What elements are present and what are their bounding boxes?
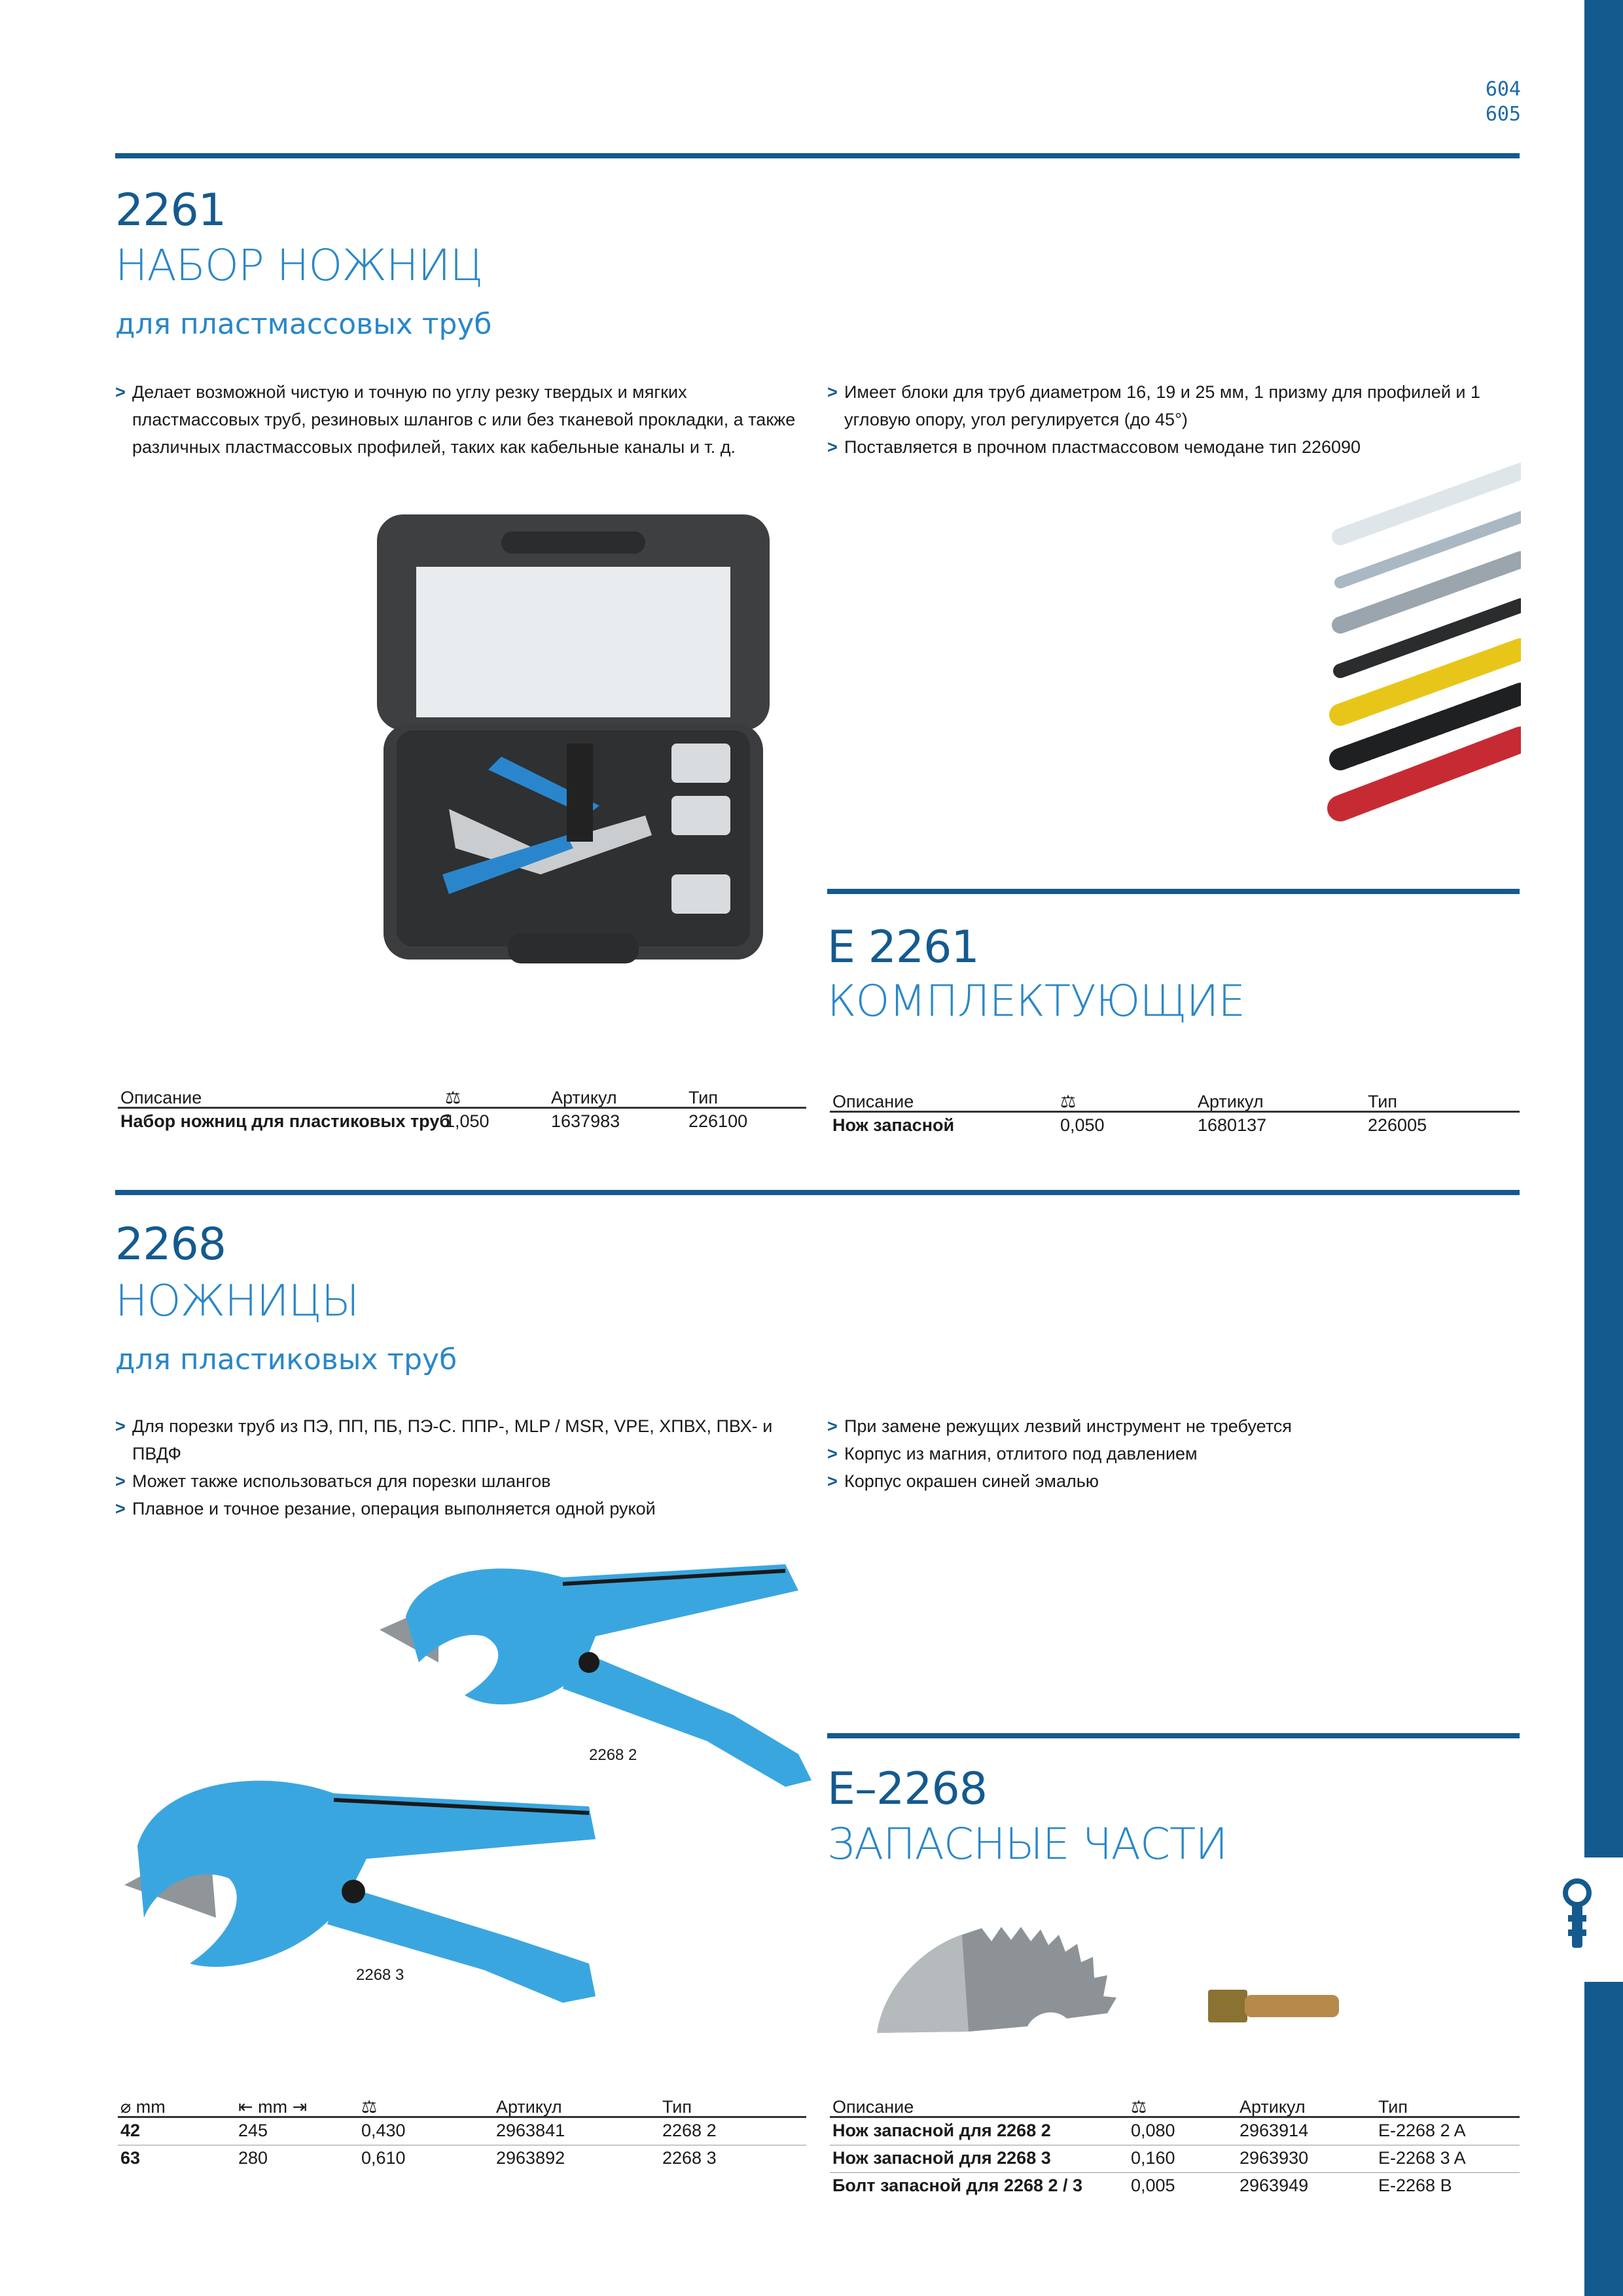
- cell-weight: 0,430: [361, 2121, 406, 2140]
- cell-article: 2963841: [496, 2121, 565, 2140]
- table-row: [118, 2118, 806, 2145]
- section-rule: [115, 1190, 1520, 1195]
- col-article: Артикул: [496, 2097, 562, 2117]
- section-rule: [115, 153, 1520, 158]
- section-2261-title: НАБОР НОЖНИЦ: [115, 240, 483, 291]
- spare-blade-image: [870, 1915, 1145, 2039]
- cell-description: Набор ножниц для пластиковых труб: [120, 1111, 451, 1131]
- section-2268-title: НОЖНИЦЫ: [115, 1276, 359, 1326]
- section-rule: [827, 889, 1520, 894]
- col-type: Тип: [1378, 2097, 1408, 2117]
- col-type: Тип: [688, 1088, 719, 1107]
- bullet-item: > Для порезки труб из ПЭ, ПП, ПБ, ПЭ-С. ППР-, MLP / MSR, VPE, ХПВХ, ПВХ- и ПВДФ: [115, 1412, 809, 1467]
- weight-icon: ⚖: [445, 1088, 461, 1107]
- cell-type: 226005: [1368, 1115, 1427, 1135]
- bullet-item: > Корпус окрашен синей эмалью: [827, 1467, 1521, 1495]
- bullet-item: > При замене режущих лезвий инструмент не требуется: [827, 1412, 1521, 1440]
- cell-description: Нож запасной для 2268 3: [832, 2148, 1051, 2168]
- col-description: Описание: [832, 2097, 914, 2117]
- col-article: Артикул: [1240, 2097, 1306, 2117]
- weight-icon: ⚖: [1060, 1092, 1077, 1111]
- cell-length: 280: [238, 2148, 268, 2168]
- length-icon: ⇤ mm ⇥: [238, 2097, 308, 2117]
- page-numbers: [1440, 77, 1521, 127]
- cell-article: 2963914: [1240, 2121, 1309, 2140]
- col-article: Артикул: [551, 1088, 617, 1107]
- bullet-item: > Корпус из магния, отлитого под давлением: [827, 1440, 1521, 1467]
- section-2268-bullets-left: [115, 1412, 809, 1522]
- bullet-item: > Может также использоваться для порезки шлангов: [115, 1467, 809, 1495]
- cell-weight: 0,050: [1060, 1115, 1105, 1135]
- col-diameter-unit: mm: [135, 2097, 166, 2117]
- page-number-right: 605: [1485, 103, 1521, 126]
- diameter-icon: ⌀ mm: [120, 2097, 166, 2117]
- bullet-item: > Имеет блоки для труб диаметром 16, 19 и 25 мм, 1 призму для профилей и 1 угловую опору, угол регулируется (до 45°): [827, 378, 1521, 433]
- table-2261: [118, 1085, 806, 1136]
- page-number-left: 604: [1485, 78, 1521, 101]
- col-description: Описание: [120, 1088, 202, 1107]
- section-2261-bullets-left: [115, 378, 809, 461]
- col-type: Тип: [662, 2097, 692, 2117]
- table-e2268: [830, 2094, 1520, 2200]
- cell-type: E-2268 B: [1378, 2176, 1452, 2195]
- section-e2261-title: КОМПЛЕКТУЮЩИЕ: [827, 976, 1245, 1026]
- section-e2268-title: ЗАПАСНЫЕ ЧАСТИ: [827, 1819, 1228, 1869]
- col-length-unit: mm: [258, 2097, 288, 2117]
- cell-diameter: 63: [120, 2148, 141, 2168]
- spare-bolt-image: [1205, 1983, 1343, 2029]
- cell-type: 2268 2: [662, 2121, 717, 2140]
- col-description: Описание: [832, 1092, 914, 1111]
- section-2261-bullets-right: [827, 378, 1521, 461]
- table-row: [830, 1113, 1520, 1140]
- col-type: Тип: [1368, 1092, 1398, 1111]
- table-e2261: [830, 1089, 1520, 1140]
- weight-icon: ⚖: [1131, 2097, 1147, 2117]
- section-2261-subtitle: для пластмассовых труб: [115, 308, 492, 341]
- table-row: [118, 2145, 806, 2173]
- section-rule: [827, 1733, 1520, 1738]
- section-2268-bullets-right: [827, 1412, 1521, 1495]
- weight-icon: ⚖: [361, 2097, 378, 2117]
- bullet-item: > Делает возможной чистую и точную по углу резку твердых и мягких пластмассовых труб, резиновых шлангов с или без тканевой прокладки, а также различных пластмассовых профилей, таких как кабельные каналы и т. д.: [115, 378, 809, 461]
- pipe-tool-icon: [1558, 1876, 1597, 1961]
- col-article: Артикул: [1198, 1092, 1264, 1111]
- caption-2268-3: 2268 3: [356, 1966, 404, 1984]
- cell-description: Болт запасной для 2268 2 / 3: [832, 2176, 1083, 2195]
- table-header: [830, 1089, 1520, 1113]
- bullet-item: > Поставляется в прочном пластмассовом чемодане тип 226090: [827, 433, 1521, 461]
- cell-type: E-2268 3 A: [1378, 2148, 1466, 2168]
- cell-weight: 1,050: [445, 1111, 490, 1131]
- table-row: [830, 2145, 1520, 2173]
- cell-weight: 0,160: [1131, 2148, 1175, 2168]
- cell-article: 2963949: [1240, 2176, 1309, 2195]
- table-row: [830, 2118, 1520, 2145]
- section-2268-subtitle: для пластиковых труб: [115, 1343, 457, 1376]
- cell-length: 245: [238, 2121, 268, 2140]
- table-2268: [118, 2094, 806, 2173]
- cell-diameter: 42: [120, 2121, 141, 2140]
- section-2261-number: 2261: [115, 185, 226, 236]
- table-row: [830, 2173, 1520, 2200]
- table-row: [118, 1109, 806, 1136]
- side-tab: [1546, 1857, 1623, 1982]
- section-e2268-number: E–2268: [827, 1763, 988, 1815]
- cell-type: E-2268 2 A: [1378, 2121, 1466, 2140]
- cell-description: Нож запасной для 2268 2: [832, 2121, 1051, 2140]
- cell-type: 226100: [688, 1111, 748, 1131]
- cell-article: 2963930: [1240, 2148, 1309, 2168]
- cell-article: 2963892: [496, 2148, 565, 2168]
- cell-article: 1637983: [551, 1111, 620, 1131]
- section-2268-number: 2268: [115, 1219, 226, 1270]
- table-header: [830, 2094, 1520, 2118]
- section-e2261-number: E 2261: [827, 922, 979, 973]
- cell-weight: 0,005: [1131, 2176, 1175, 2195]
- caption-2268-2: 2268 2: [589, 1746, 637, 1764]
- cell-description: Нож запасной: [832, 1115, 955, 1135]
- cell-type: 2268 3: [662, 2148, 717, 2168]
- cell-article: 1680137: [1198, 1115, 1267, 1135]
- plastic-pipes-image: [1327, 458, 1521, 838]
- cell-weight: 0,610: [361, 2148, 406, 2168]
- table-header: [118, 2094, 806, 2118]
- scissors-case-image: [370, 508, 776, 974]
- bullet-item: > Плавное и точное резание, операция выполняется одной рукой: [115, 1495, 809, 1522]
- table-header: [118, 1085, 806, 1109]
- cell-weight: 0,080: [1131, 2121, 1175, 2140]
